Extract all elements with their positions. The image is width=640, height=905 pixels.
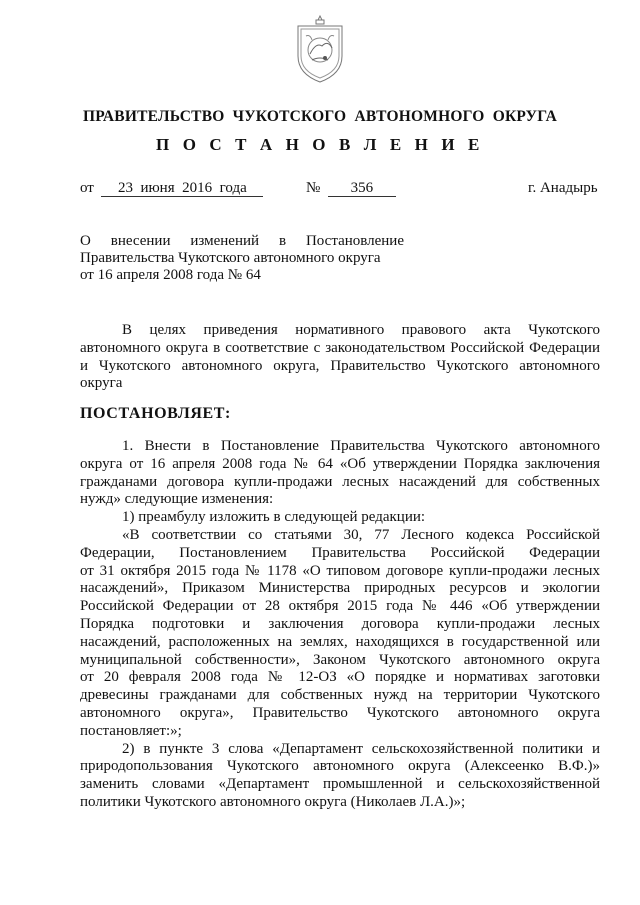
item-line: 1. Внести в Постановление Правительства Чукотского автономного	[122, 438, 600, 454]
item-line: природопользования Чукотского автономного округа (Алексеенко В.Ф.)»	[80, 758, 600, 775]
item-line: древесины гражданами для собственных нужд на территории Чукотского	[80, 687, 600, 704]
preamble-line: и Чукотского автономного округа, Правительство Чукотского автономного	[80, 357, 600, 374]
item-line: автономного округа», Правительство Чукотского автономного округа	[80, 704, 600, 721]
date-prefix: от	[80, 180, 94, 196]
item-line: «В соответствии со статьями 30, 77 Лесного кодекса Российской	[122, 526, 600, 543]
item-line: политики Чукотского автономного округа (Николаев Л.А.)»;	[80, 793, 466, 810]
subject-line: Правительства Чукотского автономного округа	[80, 250, 381, 266]
date-field	[80, 180, 263, 197]
item-line: округа от 16 апреля 2008 года № 64 «Об утверждении Порядка заключения	[80, 455, 600, 472]
item-line: Федерации, Постановлением Правительства Российской Федерации	[80, 544, 600, 561]
item-line: от 31 октября 2015 года № 1178 «О типовом договоре купли-продажи лесных	[80, 562, 600, 579]
decree-heading: ПОСТАНОВЛЯЕТ:	[80, 405, 231, 422]
preamble-line: автономного округа в соответствие с законодательством Российской Федерации	[80, 339, 600, 356]
item-line: муниципальной собственности», Законом Чукотского автономного округа	[80, 651, 600, 668]
coat-of-arms-emblem	[292, 14, 348, 84]
decree-items	[80, 438, 600, 812]
item-line: насаждений, расположенных на землях, находящихся в государственной или	[80, 633, 600, 650]
document-type-title: П О С Т А Н О В Л Е Н И Е	[156, 135, 484, 154]
date-value: 23 июня 2016 года	[101, 181, 263, 197]
number-prefix: №	[306, 180, 321, 196]
number-field	[306, 180, 396, 197]
item-line: 2) в пункте 3 слова «Департамент сельскохозяйственной политики и	[122, 740, 600, 757]
item-line: постановляет:»;	[80, 722, 182, 739]
item-line: Порядка подготовки и заключения договора купли-продажи лесных	[80, 615, 600, 632]
organization-title: ПРАВИТЕЛЬСТВО ЧУКОТСКОГО АВТОНОМНОГО ОКРУГА	[82, 108, 558, 125]
item-line: Российской Федерации от 28 октября 2015 года № 446 «Об утверждении	[80, 598, 600, 615]
subject-line: от 16 апреля 2008 года № 64	[80, 267, 261, 283]
item-line: от 20 февраля 2008 года № 12-ОЗ «О порядке и нормативах заготовки	[80, 669, 600, 686]
item-line: гражданами договора купли-продажи лесных насаждений для собственных	[80, 473, 600, 490]
item-line: насаждений», Приказом Министерства природных ресурсов и экологии	[80, 580, 600, 597]
subject-line: О внесении изменений в Постановление	[80, 233, 404, 249]
item-line: нужд» следующие изменения:	[80, 491, 274, 508]
city-label: г. Анадырь	[528, 180, 598, 196]
preamble-paragraph	[80, 322, 600, 393]
item-line: 1) преамбулу изложить в следующей редакции:	[122, 509, 426, 526]
preamble-line: В целях приведения нормативного правового акта Чукотского	[122, 322, 600, 338]
document-subject	[80, 233, 404, 284]
preamble-line: округа	[80, 375, 123, 392]
number-value: 356	[328, 181, 396, 197]
item-line: заменить словами «Департамент промышленной и сельскохозяйственной	[80, 776, 600, 793]
